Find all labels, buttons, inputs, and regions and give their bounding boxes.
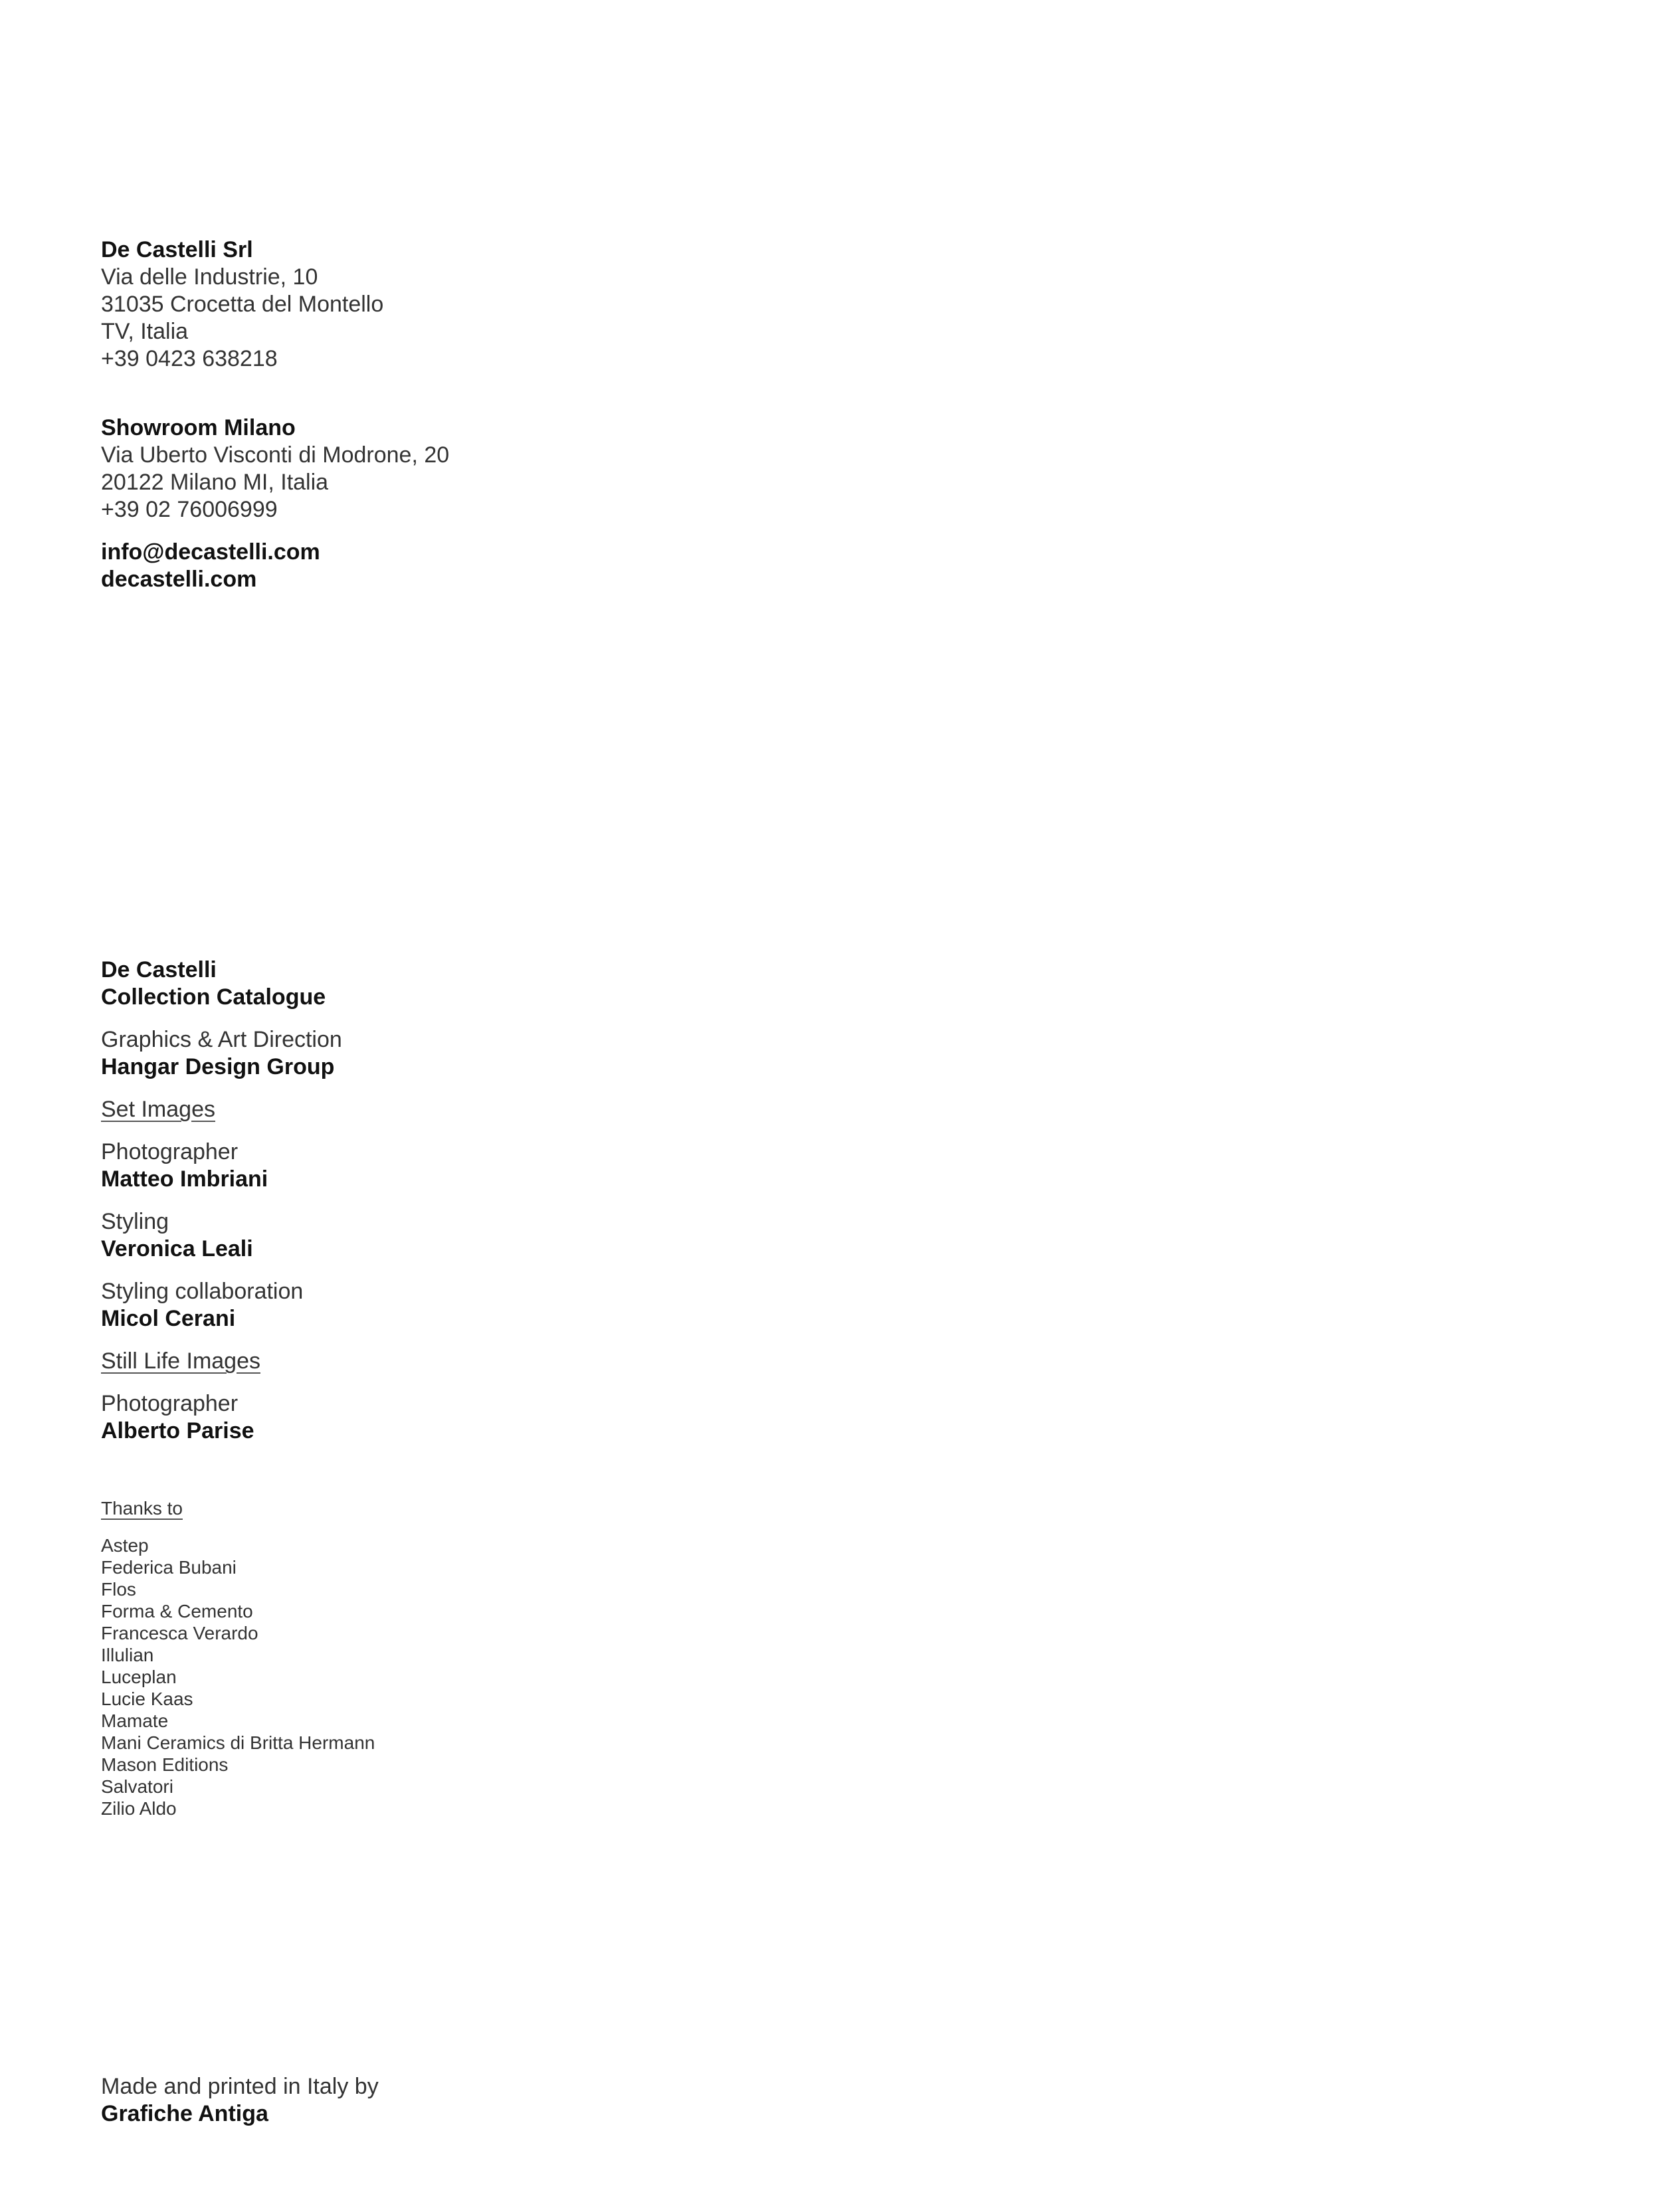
showroom-address-line-2: 20122 Milano MI, Italia bbox=[101, 470, 329, 495]
set-images-heading: Set Images bbox=[101, 1097, 215, 1122]
styling-group bbox=[101, 1208, 342, 1263]
thanks-list-item: Astep bbox=[101, 1535, 149, 1556]
catalogue-title-line-2: Collection Catalogue bbox=[101, 984, 326, 1010]
thanks-list-item: Federica Bubani bbox=[101, 1557, 237, 1578]
email-link[interactable]: info@decastelli.com bbox=[101, 539, 320, 565]
thanks-heading: Thanks to bbox=[101, 1498, 183, 1519]
styling-name: Veronica Leali bbox=[101, 1236, 253, 1261]
still-life-heading: Still Life Images bbox=[101, 1348, 260, 1374]
graphics-role: Graphics & Art Direction bbox=[101, 1027, 342, 1052]
printer-credit-block bbox=[101, 2073, 379, 2128]
graphics-name: Hangar Design Group bbox=[101, 1054, 335, 1079]
styling-collaboration-group bbox=[101, 1278, 342, 1333]
printer-label: Made and printed in Italy by bbox=[101, 2074, 379, 2099]
still-photographer-role: Photographer bbox=[101, 1391, 239, 1416]
thanks-list bbox=[101, 1534, 375, 1819]
printer-name: Grafiche Antiga bbox=[101, 2101, 268, 2126]
still-photographer-group bbox=[101, 1390, 342, 1445]
credits-block bbox=[101, 957, 342, 1460]
catalogue-title-group bbox=[101, 957, 342, 1011]
thanks-heading-block bbox=[101, 1497, 183, 1519]
thanks-list-item: Illulian bbox=[101, 1645, 154, 1665]
showroom-address-block bbox=[101, 415, 449, 523]
showroom-phone: +39 02 76006999 bbox=[101, 497, 278, 522]
graphics-credit-group bbox=[101, 1026, 342, 1081]
styling-collaboration-role: Styling collaboration bbox=[101, 1279, 304, 1304]
styling-collaboration-name: Micol Cerani bbox=[101, 1306, 236, 1331]
thanks-list-item: Salvatori bbox=[101, 1776, 173, 1797]
company-phone: +39 0423 638218 bbox=[101, 346, 278, 371]
set-images-heading-group bbox=[101, 1096, 342, 1123]
set-photographer-group bbox=[101, 1139, 342, 1193]
company-address-block bbox=[101, 236, 383, 373]
still-photographer-name: Alberto Parise bbox=[101, 1418, 254, 1443]
still-life-heading-group bbox=[101, 1348, 342, 1375]
thanks-list-item: Lucie Kaas bbox=[101, 1689, 193, 1709]
showroom-address-line-1: Via Uberto Visconti di Modrone, 20 bbox=[101, 442, 450, 468]
thanks-list-item: Mamate bbox=[101, 1710, 169, 1731]
contacts-block bbox=[101, 539, 320, 593]
thanks-list-item: Mani Ceramics di Britta Hermann bbox=[101, 1732, 375, 1753]
company-address-line-3: TV, Italia bbox=[101, 319, 189, 344]
catalogue-title-line-1: De Castelli bbox=[101, 957, 217, 982]
set-photographer-role: Photographer bbox=[101, 1139, 239, 1164]
thanks-list-item: Forma & Cemento bbox=[101, 1601, 253, 1621]
styling-role: Styling bbox=[101, 1209, 169, 1234]
website-link[interactable]: decastelli.com bbox=[101, 567, 257, 592]
thanks-list-item: Mason Editions bbox=[101, 1754, 229, 1775]
showroom-name: Showroom Milano bbox=[101, 415, 296, 440]
thanks-list-item: Flos bbox=[101, 1579, 136, 1600]
set-photographer-name: Matteo Imbriani bbox=[101, 1166, 268, 1192]
thanks-list-item: Luceplan bbox=[101, 1667, 177, 1687]
company-name: De Castelli Srl bbox=[101, 237, 253, 262]
thanks-list-item: Zilio Aldo bbox=[101, 1798, 177, 1819]
thanks-list-item: Francesca Verardo bbox=[101, 1623, 258, 1643]
company-address-line-2: 31035 Crocetta del Montello bbox=[101, 292, 384, 317]
company-address-line-1: Via delle Industrie, 10 bbox=[101, 264, 318, 290]
